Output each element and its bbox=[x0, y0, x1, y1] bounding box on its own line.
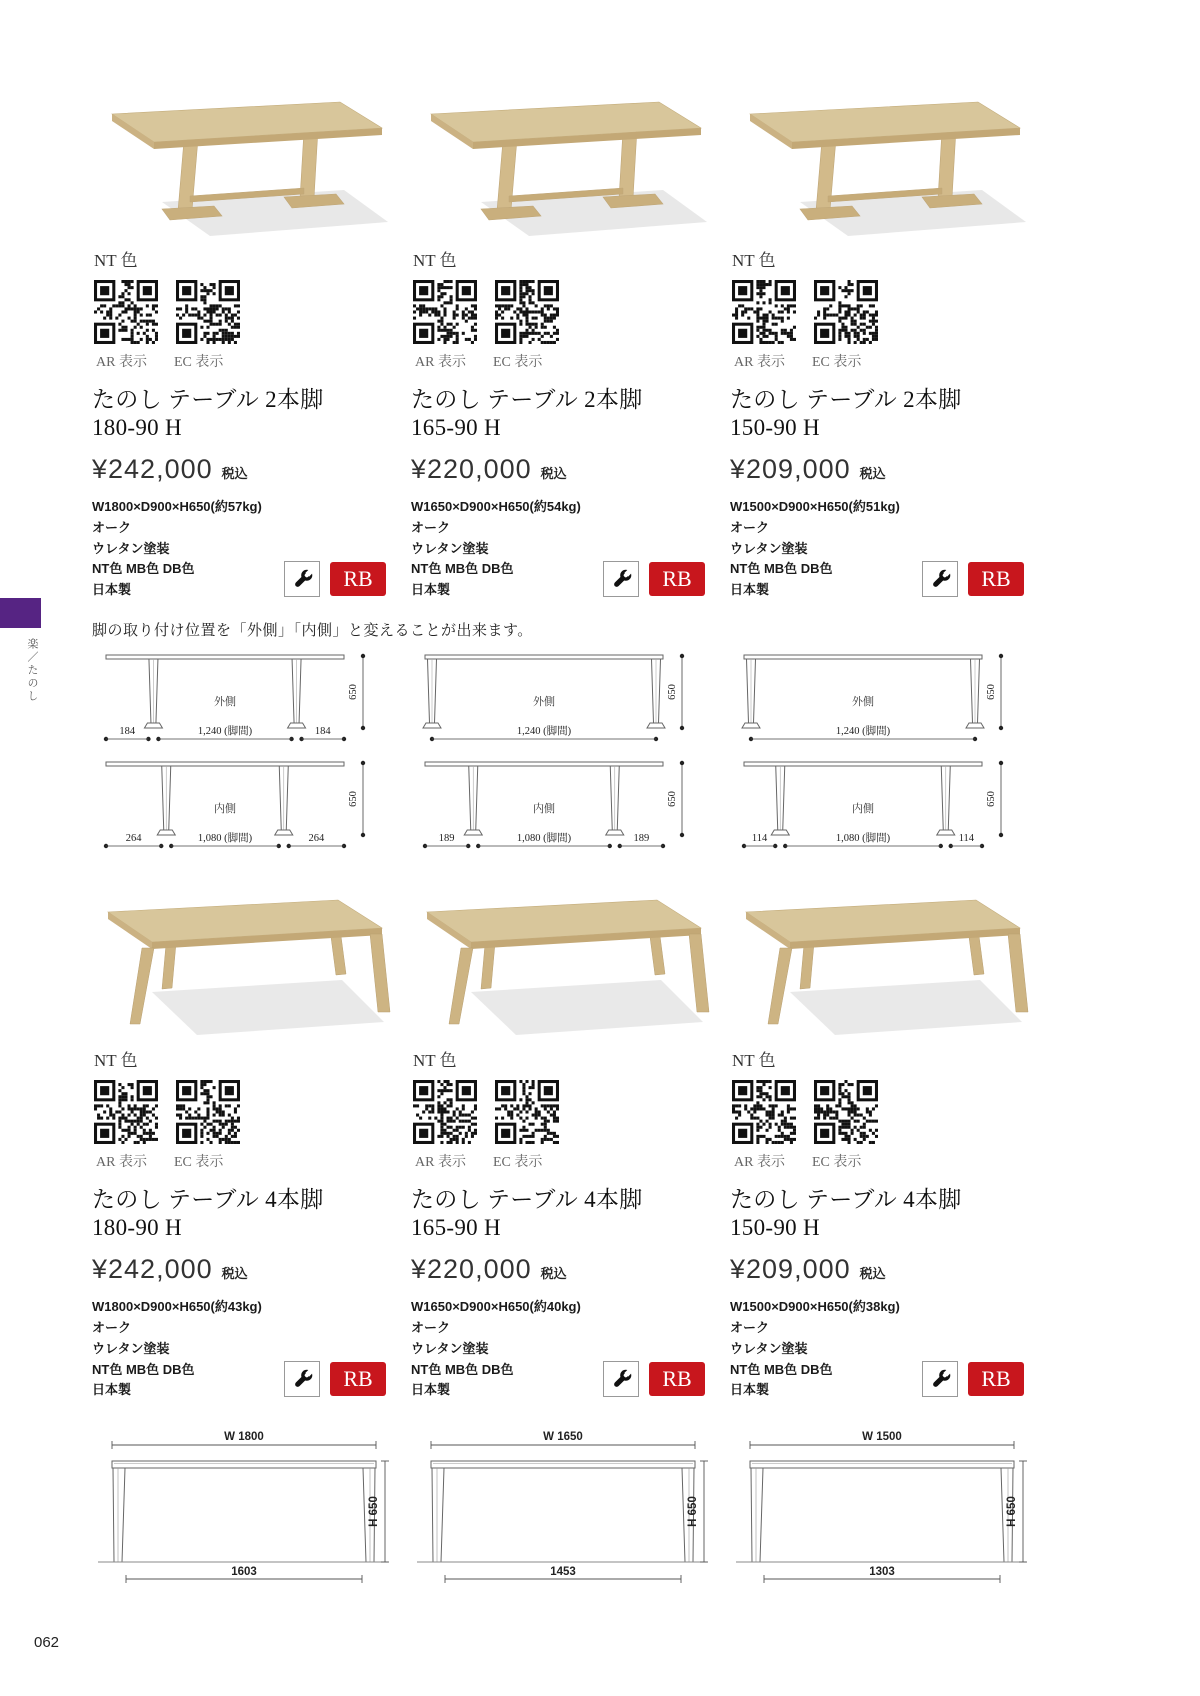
dimension-label: 114 bbox=[751, 833, 768, 845]
product-photo bbox=[92, 54, 392, 238]
product-title bbox=[92, 1186, 392, 1242]
spec-line: オーク bbox=[92, 519, 132, 535]
qr-code-row bbox=[732, 280, 1030, 344]
tax-included-label: 税込 bbox=[221, 1266, 248, 1282]
leg-position-diagram bbox=[411, 646, 711, 749]
ar-qr-code bbox=[94, 280, 158, 344]
front-view-diagram bbox=[411, 1429, 711, 1587]
product-photo bbox=[92, 872, 392, 1038]
spec-line: W1650×D900×H650(約40kg) bbox=[411, 1299, 581, 1315]
tax-included-label: 税込 bbox=[221, 466, 248, 482]
leg-span-dimension-label: 1303 bbox=[869, 1566, 895, 1579]
assembly-wrench-badge bbox=[603, 1361, 639, 1397]
two-leg-table-render bbox=[92, 54, 392, 238]
price-row bbox=[411, 454, 711, 485]
leg-position-diagram-column bbox=[411, 646, 711, 856]
dimension-label: 189 bbox=[438, 833, 455, 845]
spec-line: 日本製 bbox=[730, 1382, 770, 1398]
ec-display-label: EC 表示 bbox=[493, 1155, 543, 1171]
ar-display-label: AR 表示 bbox=[734, 1155, 785, 1171]
four-leg-table-render bbox=[730, 872, 1030, 1038]
sidebar-category-label: 楽／たのし bbox=[26, 638, 38, 703]
price-row bbox=[92, 1254, 392, 1285]
product-title bbox=[92, 386, 392, 442]
qr-code-image bbox=[732, 1080, 796, 1144]
ar-display-label: AR 表示 bbox=[415, 355, 466, 370]
tax-included-label: 税込 bbox=[540, 1266, 567, 1282]
qr-code-image bbox=[413, 1080, 477, 1144]
dimension-label: 1,240 (脚間) bbox=[516, 726, 572, 738]
qr-code-image bbox=[814, 280, 878, 344]
badge-row bbox=[603, 561, 705, 597]
spec-line: ウレタン塗装 bbox=[92, 540, 170, 556]
tax-included-label: 税込 bbox=[859, 1266, 886, 1282]
qr-code-row bbox=[732, 1080, 1030, 1144]
spec-line: オーク bbox=[730, 1319, 770, 1335]
qr-caption-row bbox=[96, 1151, 392, 1171]
dimension-label: 189 bbox=[633, 833, 650, 845]
product-photo bbox=[730, 872, 1030, 1038]
ar-qr-code bbox=[732, 1080, 796, 1144]
spec-line: オーク bbox=[411, 1319, 451, 1335]
qr-caption-row bbox=[96, 351, 392, 371]
qr-code-image bbox=[495, 1080, 559, 1144]
qr-code-image bbox=[94, 280, 158, 344]
ar-display-label: AR 表示 bbox=[734, 355, 785, 370]
spec-line: ウレタン塗装 bbox=[92, 1340, 170, 1356]
dimension-label: 184 bbox=[119, 726, 136, 738]
ec-qr-code bbox=[495, 1080, 559, 1144]
spec-line: NT色 MB色 DB色 bbox=[730, 1361, 833, 1377]
assembly-wrench-badge bbox=[284, 1361, 320, 1397]
color-variant-label: NT 色 bbox=[413, 1051, 457, 1071]
tax-included-label: 税込 bbox=[540, 466, 567, 482]
dimension-label: 1,240 (脚間) bbox=[835, 726, 891, 738]
ec-qr-code bbox=[176, 280, 240, 344]
wrench-icon bbox=[289, 1366, 316, 1393]
spec-line: W1650×D900×H650(約54kg) bbox=[411, 499, 581, 515]
product-photo bbox=[730, 54, 1030, 238]
spec-line: 日本製 bbox=[92, 582, 132, 598]
spec-line: NT色 MB色 DB色 bbox=[92, 1361, 195, 1377]
four-leg-table-render bbox=[92, 872, 392, 1038]
product-photo bbox=[411, 872, 711, 1038]
spec-line: ウレタン塗装 bbox=[730, 1340, 808, 1356]
ar-display-label: AR 表示 bbox=[96, 1155, 147, 1171]
qr-caption-row bbox=[415, 1151, 711, 1171]
spec-line: オーク bbox=[730, 519, 770, 535]
price-value: ¥220,000 bbox=[411, 454, 532, 485]
leg-position-name: 内側 bbox=[214, 803, 236, 816]
leg-position-diagrams bbox=[92, 646, 1050, 856]
wrench-icon bbox=[927, 566, 954, 593]
product-title bbox=[730, 386, 1030, 442]
product-title bbox=[411, 1186, 711, 1242]
product-row-2-leg bbox=[92, 54, 1050, 603]
two-leg-table-render bbox=[411, 54, 711, 238]
ar-display-label: AR 表示 bbox=[96, 355, 147, 370]
catalog-content bbox=[92, 54, 1050, 1592]
spec-line: ウレタン塗装 bbox=[411, 1340, 489, 1356]
ar-qr-code bbox=[413, 280, 477, 344]
color-variant-label: NT 色 bbox=[94, 1051, 138, 1071]
product-title-line2: 180-90 H bbox=[92, 415, 182, 441]
dimension-label: 1,080 (脚間) bbox=[835, 833, 891, 845]
wrench-icon bbox=[608, 1366, 635, 1393]
color-variant-label: NT 色 bbox=[413, 251, 457, 270]
qr-code-image bbox=[814, 1080, 878, 1144]
spec-line: 日本製 bbox=[411, 582, 451, 598]
product-title-line2: 165-90 H bbox=[411, 1215, 501, 1241]
qr-code-image bbox=[176, 1080, 240, 1144]
leg-position-name: 外側 bbox=[852, 696, 874, 709]
rb-badge: RB bbox=[649, 562, 705, 596]
spec-line: NT色 MB色 DB色 bbox=[411, 1361, 514, 1377]
qr-code-row bbox=[413, 280, 711, 344]
assembly-wrench-badge bbox=[603, 561, 639, 597]
qr-code-image bbox=[413, 280, 477, 344]
badge-row bbox=[284, 1361, 386, 1397]
color-variant-label: NT 色 bbox=[94, 251, 138, 270]
qr-code-row bbox=[94, 280, 392, 344]
ec-display-label: EC 表示 bbox=[493, 355, 543, 370]
leg-position-diagram bbox=[92, 646, 392, 749]
product-card bbox=[411, 872, 711, 1403]
product-card bbox=[92, 54, 392, 603]
product-title-line2: 150-90 H bbox=[730, 1215, 820, 1241]
ec-display-label: EC 表示 bbox=[812, 1155, 862, 1171]
ar-qr-code bbox=[413, 1080, 477, 1144]
four-leg-table-render bbox=[411, 872, 711, 1038]
leg-position-name: 内側 bbox=[852, 803, 874, 816]
dimension-label: 1,080 (脚間) bbox=[197, 833, 253, 845]
price-value: ¥242,000 bbox=[92, 1254, 213, 1285]
front-view-diagram bbox=[92, 1429, 392, 1587]
qr-caption-row bbox=[734, 351, 1030, 371]
rb-badge: RB bbox=[968, 1362, 1024, 1396]
height-dimension-label: 650 bbox=[667, 791, 678, 807]
tax-included-label: 税込 bbox=[859, 466, 886, 482]
product-card bbox=[92, 872, 392, 1403]
height-dimension-label: 650 bbox=[986, 791, 997, 807]
ec-qr-code bbox=[814, 280, 878, 344]
product-title-line1: たのし テーブル 4本脚 bbox=[411, 1187, 643, 1213]
two-leg-table-render bbox=[730, 54, 1030, 238]
qr-caption-row bbox=[415, 351, 711, 371]
qr-code-image bbox=[732, 280, 796, 344]
ec-display-label: EC 表示 bbox=[174, 1155, 224, 1171]
leg-position-diagram bbox=[730, 753, 1030, 856]
front-view-diagrams bbox=[92, 1429, 1050, 1592]
wrench-icon bbox=[289, 566, 316, 593]
product-row-4-leg bbox=[92, 872, 1050, 1403]
product-photo bbox=[411, 54, 711, 238]
rb-badge: RB bbox=[330, 562, 386, 596]
leg-position-diagram-column bbox=[92, 646, 392, 856]
ec-qr-code bbox=[495, 280, 559, 344]
spec-line: W1500×D900×H650(約51kg) bbox=[730, 499, 900, 515]
leg-position-diagram bbox=[730, 646, 1030, 749]
price-value: ¥209,000 bbox=[730, 454, 851, 485]
spec-line: オーク bbox=[92, 1319, 132, 1335]
height-dimension-label: H 650 bbox=[1006, 1496, 1018, 1528]
spec-line: NT色 MB色 DB色 bbox=[411, 561, 514, 577]
dimension-label: 1,080 (脚間) bbox=[516, 833, 572, 845]
price-value: ¥209,000 bbox=[730, 1254, 851, 1285]
height-dimension-label: 650 bbox=[348, 791, 359, 807]
color-variant-label: NT 色 bbox=[732, 1051, 776, 1071]
front-view-diagram bbox=[730, 1429, 1030, 1587]
price-row bbox=[730, 454, 1030, 485]
width-dimension-label: W 1800 bbox=[224, 1431, 264, 1444]
qr-caption-row bbox=[734, 1151, 1030, 1171]
spec-line: ウレタン塗装 bbox=[730, 540, 808, 556]
spec-line: NT色 MB色 DB色 bbox=[730, 561, 833, 577]
color-variant-label: NT 色 bbox=[732, 251, 776, 270]
height-dimension-label: H 650 bbox=[687, 1496, 699, 1528]
ec-qr-code bbox=[176, 1080, 240, 1144]
price-value: ¥220,000 bbox=[411, 1254, 532, 1285]
qr-code-row bbox=[94, 1080, 392, 1144]
product-title-line1: たのし テーブル 4本脚 bbox=[92, 1187, 324, 1213]
height-dimension-label: 650 bbox=[986, 684, 997, 700]
assembly-wrench-badge bbox=[922, 1361, 958, 1397]
spec-line: W1800×D900×H650(約43kg) bbox=[92, 1299, 262, 1315]
ec-qr-code bbox=[814, 1080, 878, 1144]
leg-span-dimension-label: 1453 bbox=[550, 1566, 576, 1579]
spec-line: W1800×D900×H650(約57kg) bbox=[92, 499, 262, 515]
rb-badge: RB bbox=[968, 562, 1024, 596]
product-card bbox=[730, 54, 1030, 603]
height-dimension-label: H 650 bbox=[368, 1496, 380, 1528]
height-dimension-label: 650 bbox=[667, 684, 678, 700]
dimension-label: 264 bbox=[125, 833, 142, 845]
spec-line: 日本製 bbox=[730, 582, 770, 598]
assembly-wrench-badge bbox=[284, 561, 320, 597]
product-title-line1: たのし テーブル 2本脚 bbox=[92, 387, 324, 412]
product-title bbox=[730, 1186, 1030, 1242]
front-view-diagram-column bbox=[730, 1429, 1030, 1592]
ar-display-label: AR 表示 bbox=[415, 1155, 466, 1171]
ar-qr-code bbox=[94, 1080, 158, 1144]
qr-code-row bbox=[413, 1080, 711, 1144]
width-dimension-label: W 1650 bbox=[543, 1431, 583, 1444]
dimension-label: 1,240 (脚間) bbox=[197, 726, 253, 738]
dimension-label: 184 bbox=[314, 726, 331, 738]
product-title-line1: たのし テーブル 2本脚 bbox=[411, 387, 643, 412]
badge-row bbox=[284, 561, 386, 597]
wrench-icon bbox=[608, 566, 635, 593]
price-row bbox=[730, 1254, 1030, 1285]
spec-line: 日本製 bbox=[411, 1382, 451, 1398]
spec-line: 日本製 bbox=[92, 1382, 132, 1398]
product-title-line2: 165-90 H bbox=[411, 415, 501, 441]
badge-row bbox=[603, 1361, 705, 1397]
leg-position-name: 外側 bbox=[533, 696, 555, 709]
leg-position-name: 内側 bbox=[533, 803, 555, 816]
qr-code-image bbox=[495, 280, 559, 344]
product-card bbox=[411, 54, 711, 603]
leg-position-name: 外側 bbox=[214, 696, 236, 709]
product-card bbox=[730, 872, 1030, 1403]
leg-position-diagram-column bbox=[730, 646, 1030, 856]
badge-row bbox=[922, 1361, 1024, 1397]
qr-code-image bbox=[94, 1080, 158, 1144]
product-title bbox=[411, 386, 711, 442]
ar-qr-code bbox=[732, 280, 796, 344]
product-title-line1: たのし テーブル 4本脚 bbox=[730, 1187, 962, 1213]
product-title-line1: たのし テーブル 2本脚 bbox=[730, 387, 962, 412]
rb-badge: RB bbox=[330, 1362, 386, 1396]
price-row bbox=[92, 454, 392, 485]
height-dimension-label: 650 bbox=[348, 684, 359, 700]
product-title-line2: 150-90 H bbox=[730, 415, 820, 441]
dimension-label: 114 bbox=[958, 833, 975, 845]
rb-badge: RB bbox=[649, 1362, 705, 1396]
assembly-wrench-badge bbox=[922, 561, 958, 597]
spec-line: オーク bbox=[411, 519, 451, 535]
price-value: ¥242,000 bbox=[92, 454, 213, 485]
dimension-label: 264 bbox=[308, 833, 325, 845]
front-view-diagram-column bbox=[411, 1429, 711, 1592]
width-dimension-label: W 1500 bbox=[862, 1431, 902, 1444]
leg-position-diagram bbox=[411, 753, 711, 856]
spec-line: ウレタン塗装 bbox=[411, 540, 489, 556]
wrench-icon bbox=[927, 1366, 954, 1393]
leg-position-diagram bbox=[92, 753, 392, 856]
sidebar-category-tab bbox=[0, 598, 41, 628]
spec-line: NT色 MB色 DB色 bbox=[92, 561, 195, 577]
page-number: 062 bbox=[34, 1634, 60, 1651]
price-row bbox=[411, 1254, 711, 1285]
ec-display-label: EC 表示 bbox=[812, 355, 862, 370]
leg-position-note: 脚の取り付け位置を「外側」「内側」と変えることが出来ます。 bbox=[92, 623, 533, 640]
product-title-line2: 180-90 H bbox=[92, 1215, 182, 1241]
qr-code-image bbox=[176, 280, 240, 344]
badge-row bbox=[922, 561, 1024, 597]
ec-display-label: EC 表示 bbox=[174, 355, 224, 370]
spec-line: W1500×D900×H650(約38kg) bbox=[730, 1299, 900, 1315]
leg-span-dimension-label: 1603 bbox=[231, 1566, 257, 1579]
front-view-diagram-column bbox=[92, 1429, 392, 1592]
